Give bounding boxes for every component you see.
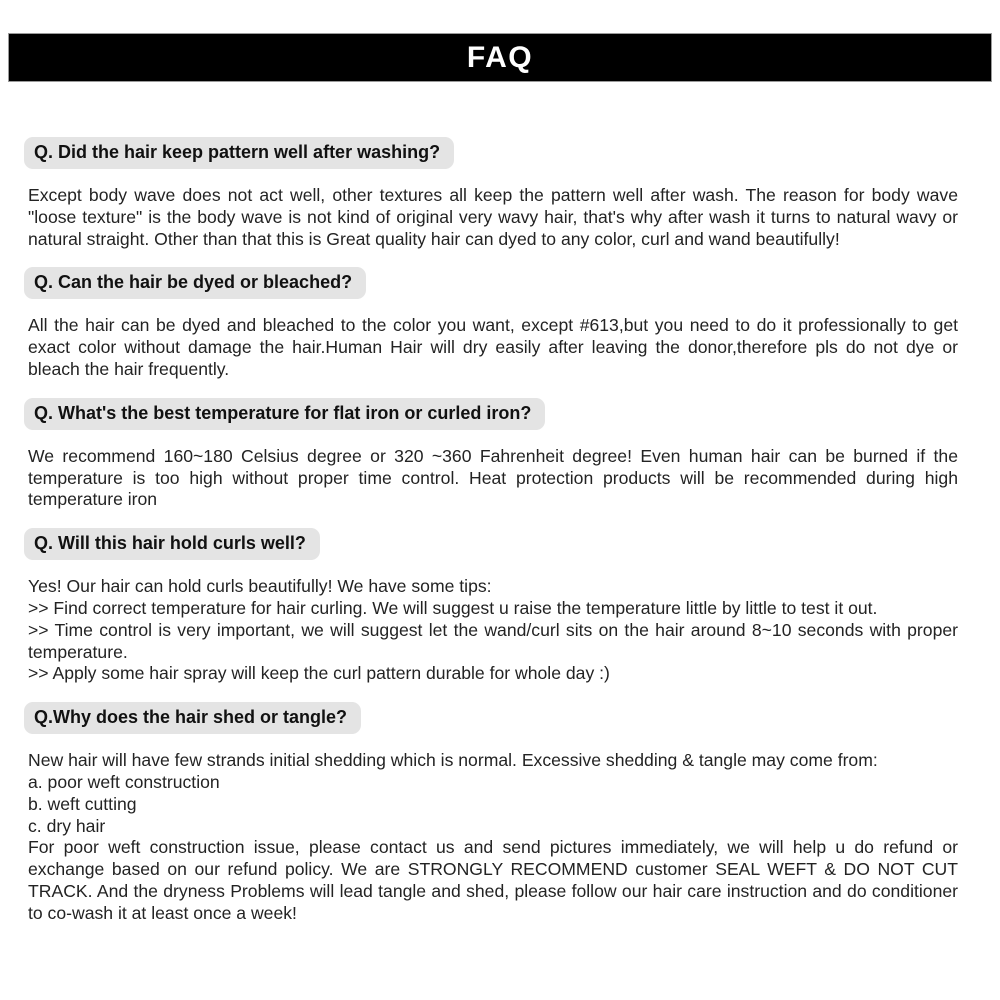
faq-question: Q. Can the hair be dyed or bleached? xyxy=(24,267,366,299)
answer-paragraph: b. weft cutting xyxy=(28,793,137,814)
faq-answer xyxy=(28,750,958,924)
answer-paragraph: Except body wave does not act well, other textures all keep the pattern well after wash. The reason for body wave "loose texture" is the body wave is not kind of original very wavy hair, that's why after wash it turns to natural wavy or natural straight. Other than that this is Great quality hair can dyed to any color, curl and wand beautifully! xyxy=(28,185,958,249)
faq-item xyxy=(28,82,958,250)
faq-item xyxy=(28,381,958,511)
answer-paragraph: New hair will have few strands initial shedding which is normal. Excessive shedding & tangle may come from: xyxy=(28,750,878,771)
answer-paragraph: >> Find correct temperature for hair curling. We will suggest u raise the temperature little by little to test it out. xyxy=(28,597,878,618)
answer-paragraph: We recommend 160~180 Celsius degree or 320 ~360 Fahrenheit degree! Even human hair can be burned if the temperature is too high without proper time control. Heat protection products will be recommended during high temperature iron xyxy=(28,445,958,510)
header-bar xyxy=(8,33,992,82)
answer-paragraph: a. poor weft construction xyxy=(28,771,220,792)
answer-paragraph: >> Apply some hair spray will keep the curl pattern durable for whole day :) xyxy=(28,663,610,684)
faq-content xyxy=(28,82,958,925)
answer-paragraph: For poor weft construction issue, please contact us and send pictures immediately, we will help u do refund or exchange based on our refund policy. We are STRONGLY RECOMMEND customer SEAL WEFT & DO NOT CUT TRACK. And the dryness Problems will lead tangle and shed, please follow our hair care instruction and do conditioner to co-wash it at least once a week! xyxy=(28,837,958,923)
faq-item xyxy=(28,250,958,380)
answer-paragraph: c. dry hair xyxy=(28,815,106,836)
page-title: FAQ xyxy=(466,40,534,74)
faq-question: Q. Did the hair keep pattern well after washing? xyxy=(24,137,454,169)
faq-answer xyxy=(28,446,958,511)
faq-question: Q. Will this hair hold curls well? xyxy=(24,528,320,560)
faq-answer xyxy=(28,185,958,250)
faq-question: Q.Why does the hair shed or tangle? xyxy=(24,702,361,734)
answer-paragraph: >> Time control is very important, we will suggest let the wand/curl sits on the hair around 8~10 seconds with proper temperature. xyxy=(28,619,958,662)
faq-answer xyxy=(28,576,958,685)
faq-question: Q. What's the best temperature for flat iron or curled iron? xyxy=(24,398,545,430)
answer-paragraph: Yes! Our hair can hold curls beautifully! We have some tips: xyxy=(28,576,492,597)
faq-item xyxy=(28,511,958,685)
faq-page xyxy=(0,33,1000,1000)
faq-answer xyxy=(28,315,958,380)
faq-item xyxy=(28,685,958,924)
answer-paragraph: All the hair can be dyed and bleached to the color you want, except #613,but you need to do it professionally to get exact color without damage the hair.Human Hair will dry easily after leaving the donor,therefore pls do not dye or bleach the hair frequently. xyxy=(28,315,958,379)
